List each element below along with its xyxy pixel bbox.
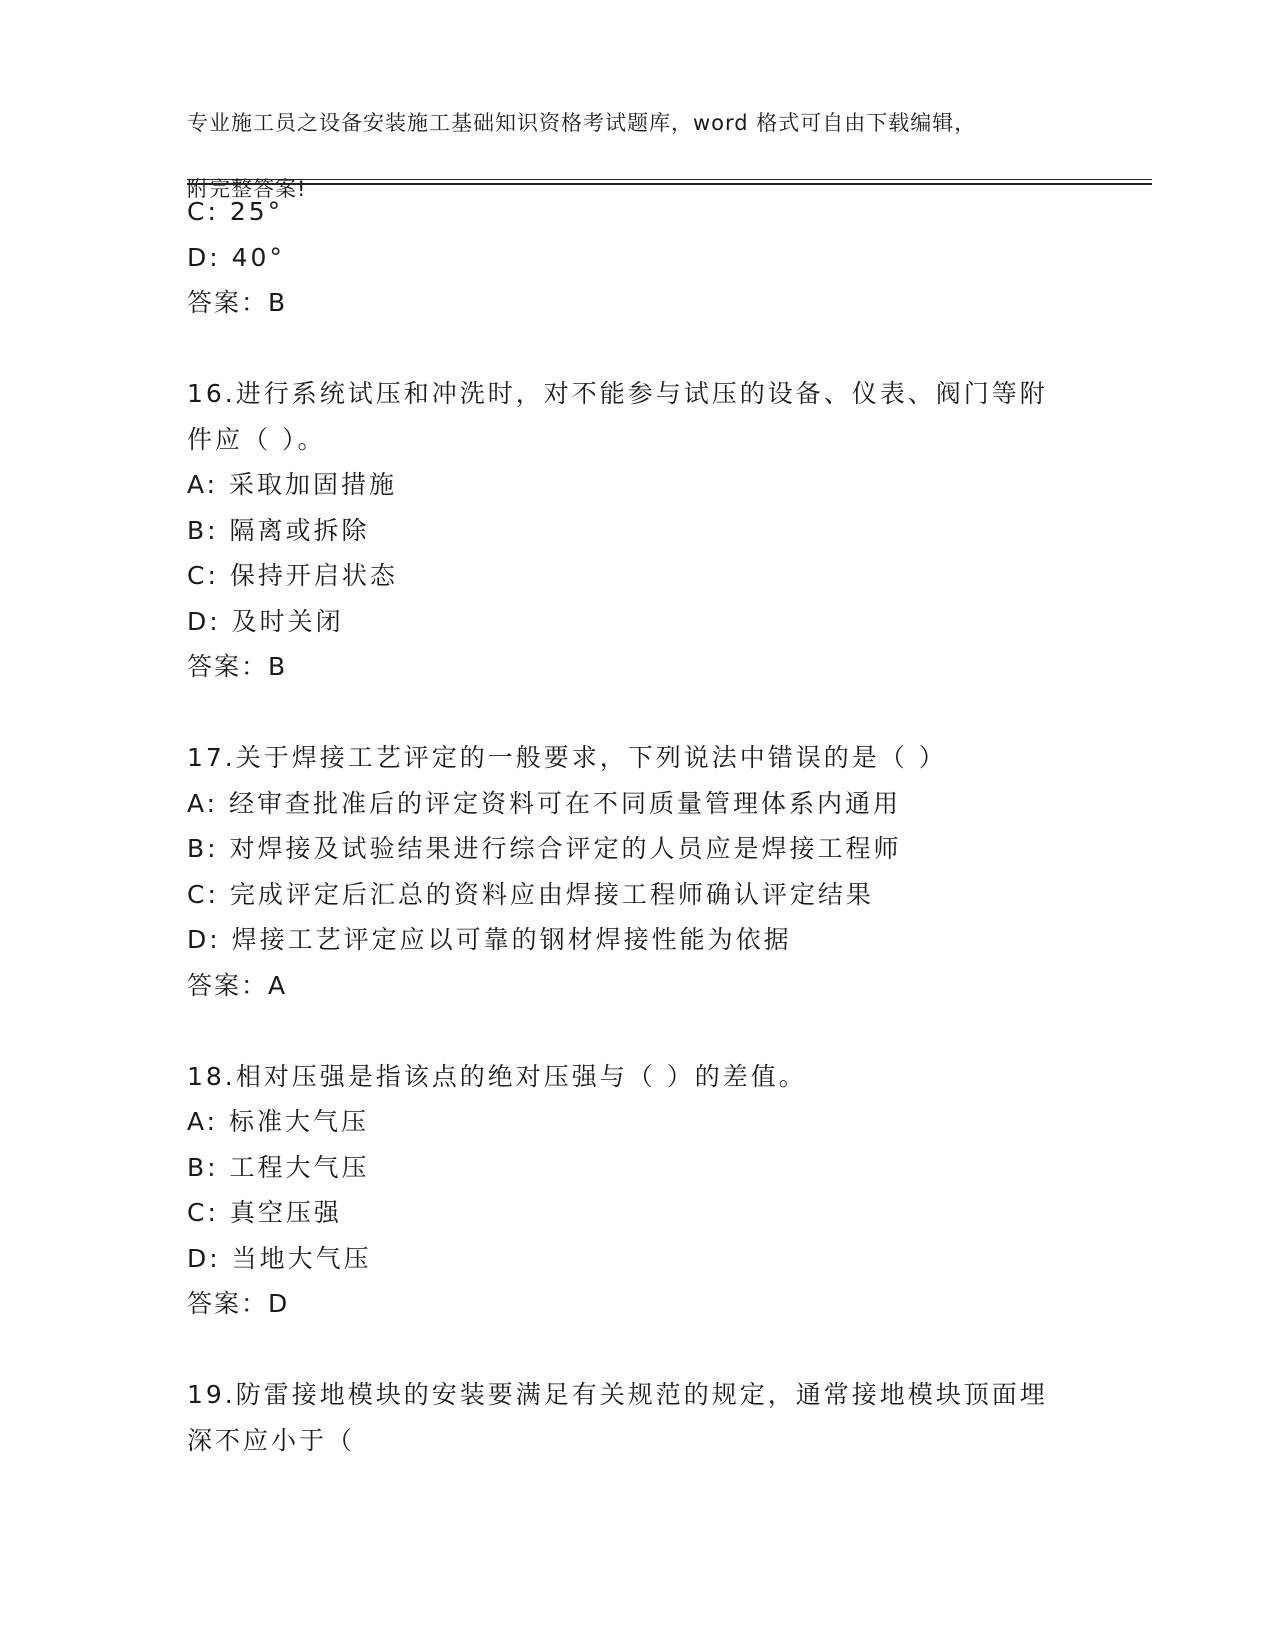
header-line: 专业施工员之设备安装施工基础知识资格考试题库，word 格式可自由下载编辑，	[187, 111, 977, 135]
question-text: 16.进行系统试压和冲洗时，对不能参与试压的设备、仪表、阀门等附	[187, 379, 1048, 408]
header-line: 附完整答案!	[187, 177, 307, 201]
spacer	[187, 1327, 1147, 1373]
option-d: D: 当地大气压	[187, 1243, 372, 1273]
option-a: A: 经审查批准后的评定资料可在不同质量管理体系内通用	[187, 788, 902, 818]
option-d: D: 40°	[187, 242, 285, 272]
option-a: A: 采取加固措施	[187, 470, 398, 499]
option-c: C: 完成评定后汇总的资料应由焊接工程师确认评定结果	[187, 879, 874, 909]
question-text: 深不应小于（	[187, 1425, 356, 1455]
question-list	[187, 189, 1147, 1463]
answer: 答案：A	[187, 970, 288, 1000]
header-divider	[187, 179, 1152, 180]
question-text: 件应（ ）。	[187, 424, 326, 454]
answer: 答案：B	[187, 652, 288, 681]
spacer	[187, 1008, 1147, 1054]
question-text: 18.相对压强是指该点的绝对压强与（ ）的差值。	[187, 1061, 807, 1091]
option-d: D: 焊接工艺评定应以可靠的钢材焊接性能为依据	[187, 925, 792, 954]
header-divider	[187, 183, 1152, 185]
option-c: C: 保持开启状态	[187, 561, 398, 590]
option-b: B: 工程大气压	[187, 1152, 370, 1182]
option-b: B: 隔离或拆除	[187, 515, 370, 545]
option-a: A: 标准大气压	[187, 1107, 370, 1136]
option-b: B: 对焊接及试验结果进行综合评定的人员应是焊接工程师	[187, 834, 902, 863]
answer: 答案：B	[187, 288, 288, 317]
option-d: D: 及时关闭	[187, 606, 344, 636]
question-text: 19.防雷接地模块的安装要满足有关规范的规定，通常接地模块顶面埋	[187, 1380, 1048, 1409]
option-c: C: 真空压强	[187, 1198, 342, 1227]
spacer	[187, 690, 1147, 736]
question-text: 17.关于焊接工艺评定的一般要求，下列说法中错误的是（ ）	[187, 743, 947, 772]
answer: 答案：D	[187, 1289, 290, 1318]
spacer	[187, 326, 1147, 372]
option-c: C: 25°	[187, 197, 284, 226]
